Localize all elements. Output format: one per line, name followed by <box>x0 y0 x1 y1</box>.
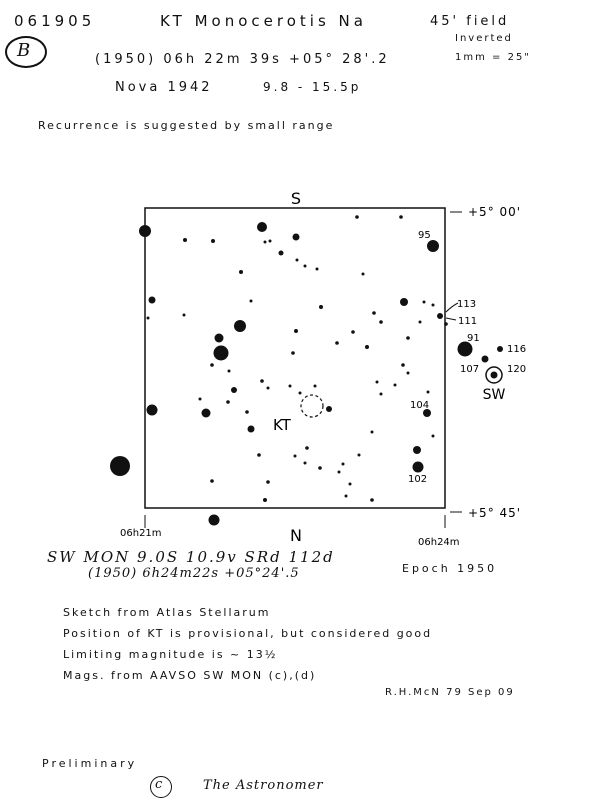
star-61 <box>399 215 403 219</box>
star-50 <box>380 393 383 396</box>
star-49 <box>376 381 379 384</box>
nova-year: Nova 1942 <box>115 80 213 95</box>
star-20 <box>326 406 332 412</box>
star-42 <box>351 330 355 334</box>
star-40 <box>319 305 323 309</box>
sheet-letter: B <box>17 40 32 61</box>
star-78 <box>289 385 292 388</box>
star-67 <box>294 455 297 458</box>
kt-position-marker <box>301 395 323 417</box>
copyright-mark: c <box>155 777 163 792</box>
star-76 <box>371 431 374 434</box>
comp-mag-113: 113 <box>457 299 477 310</box>
star-3 <box>257 222 267 232</box>
comp-mag-111: 111 <box>458 316 478 327</box>
star-0 <box>139 225 151 237</box>
star-28 <box>304 265 307 268</box>
star-71 <box>358 454 361 457</box>
comp-mag-95: 95 <box>418 230 431 241</box>
star-15 <box>482 356 489 363</box>
star-21 <box>248 426 255 433</box>
star-9 <box>214 346 229 361</box>
recurrence-remark: Recurrence is suggested by small range <box>38 119 335 132</box>
star-46 <box>406 336 410 340</box>
star-32 <box>210 363 214 367</box>
ra-right: 06h24m <box>418 537 460 548</box>
star-60 <box>355 215 359 219</box>
kt-label: KT <box>273 416 291 434</box>
comp-mag-107: 107 <box>460 364 480 375</box>
star-25 <box>269 240 272 243</box>
sw-label: SW <box>482 387 506 403</box>
star-66 <box>305 446 309 450</box>
star-33 <box>226 400 230 404</box>
star-field <box>110 215 503 525</box>
star-73 <box>349 483 352 486</box>
star-6 <box>149 297 156 304</box>
star-80 <box>183 314 186 317</box>
star-16 <box>497 346 503 352</box>
star-2 <box>209 515 220 526</box>
star-51 <box>394 384 397 387</box>
star-8 <box>215 334 224 343</box>
scale-label: 1mm = 25" <box>455 52 531 63</box>
star-29 <box>316 268 319 271</box>
star-10 <box>231 387 237 393</box>
star-45 <box>372 311 376 315</box>
note-position: Position of KT is provisional, but considered good <box>63 627 433 640</box>
star-81 <box>250 300 253 303</box>
inverted-label: Inverted <box>455 33 513 44</box>
star-22 <box>183 238 187 242</box>
star-5 <box>293 234 300 241</box>
ra-left: 06h21m <box>120 528 162 539</box>
star-56 <box>432 304 435 307</box>
note-mags-source: Mags. from AAVSO SW MON (c),(d) <box>63 669 317 682</box>
star-55 <box>444 322 448 326</box>
star-77 <box>299 392 302 395</box>
magnitude-range: 9.8 - 15.5p <box>263 80 362 94</box>
star-7 <box>234 320 246 332</box>
dir-top: S <box>290 189 302 208</box>
epoch: Epoch 1950 <box>402 562 498 575</box>
star-name: KT Monocerotis Na <box>160 12 367 30</box>
comp-mag-104: 104 <box>410 400 430 411</box>
pointer-111 <box>446 318 456 320</box>
star-37 <box>267 387 270 390</box>
star-59 <box>362 273 365 276</box>
star-69 <box>318 466 322 470</box>
star-48 <box>407 372 410 375</box>
coordinates: (1950) 06h 22m 39s +05° 28'.2 <box>95 52 390 67</box>
star-4 <box>427 240 439 252</box>
star-47 <box>401 363 405 367</box>
star-58 <box>432 435 435 438</box>
comp-mag-120: 120 <box>507 364 527 375</box>
star-36 <box>260 379 264 383</box>
star-52 <box>419 321 422 324</box>
star-82 <box>228 370 231 373</box>
comp-mag-102: 102 <box>408 474 428 485</box>
comp-mag-91: 91 <box>467 333 480 344</box>
star-64 <box>266 480 270 484</box>
star-35 <box>245 410 249 414</box>
chart-frame <box>145 208 445 508</box>
star-30 <box>239 270 243 274</box>
star-27 <box>296 259 299 262</box>
star-12 <box>202 409 211 418</box>
star-31 <box>147 317 150 320</box>
star-39 <box>291 351 295 355</box>
star-63 <box>263 498 267 502</box>
star-38 <box>294 329 298 333</box>
star-57 <box>427 391 430 394</box>
preliminary: Preliminary <box>42 757 138 770</box>
star-43 <box>379 320 383 324</box>
star-72 <box>338 471 341 474</box>
field-size: 45' field <box>430 14 510 29</box>
star-53 <box>423 301 426 304</box>
star-18 <box>413 446 421 454</box>
star-79 <box>314 385 317 388</box>
sw-mon-line: SW MON 9.0S 10.9v SRd 112d <box>47 548 335 566</box>
star-68 <box>304 462 307 465</box>
dec-bottom: +5° 45' <box>468 506 522 520</box>
note-limiting-mag: Limiting magnitude is ~ 13½ <box>63 648 278 661</box>
star-75 <box>370 498 374 502</box>
dec-top: +5° 00' <box>468 205 522 219</box>
star-11 <box>147 405 158 416</box>
star-34 <box>199 398 202 401</box>
star-13 <box>400 298 408 306</box>
signature: R.H.McN 79 Sep 09 <box>385 687 515 698</box>
dir-bottom: N <box>290 526 302 545</box>
star-19 <box>413 462 424 473</box>
star-74 <box>345 495 348 498</box>
star-23 <box>211 239 215 243</box>
star-41 <box>335 341 339 345</box>
publisher: The Astronomer <box>203 778 324 793</box>
star-44 <box>365 345 369 349</box>
star-54 <box>437 313 443 319</box>
star-24 <box>264 241 267 244</box>
star-1 <box>110 456 130 476</box>
note-atlas: Sketch from Atlas Stellarum <box>63 606 271 619</box>
plate-id: 061905 <box>14 12 96 30</box>
star-62 <box>210 479 214 483</box>
star-70 <box>342 463 345 466</box>
sw-mon-coords: (1950) 6h24m22s +05°24'.5 <box>88 566 300 581</box>
star-65 <box>257 453 261 457</box>
comp-mag-116: 116 <box>507 344 527 355</box>
sw-mon-star <box>491 372 498 379</box>
star-26 <box>279 251 284 256</box>
